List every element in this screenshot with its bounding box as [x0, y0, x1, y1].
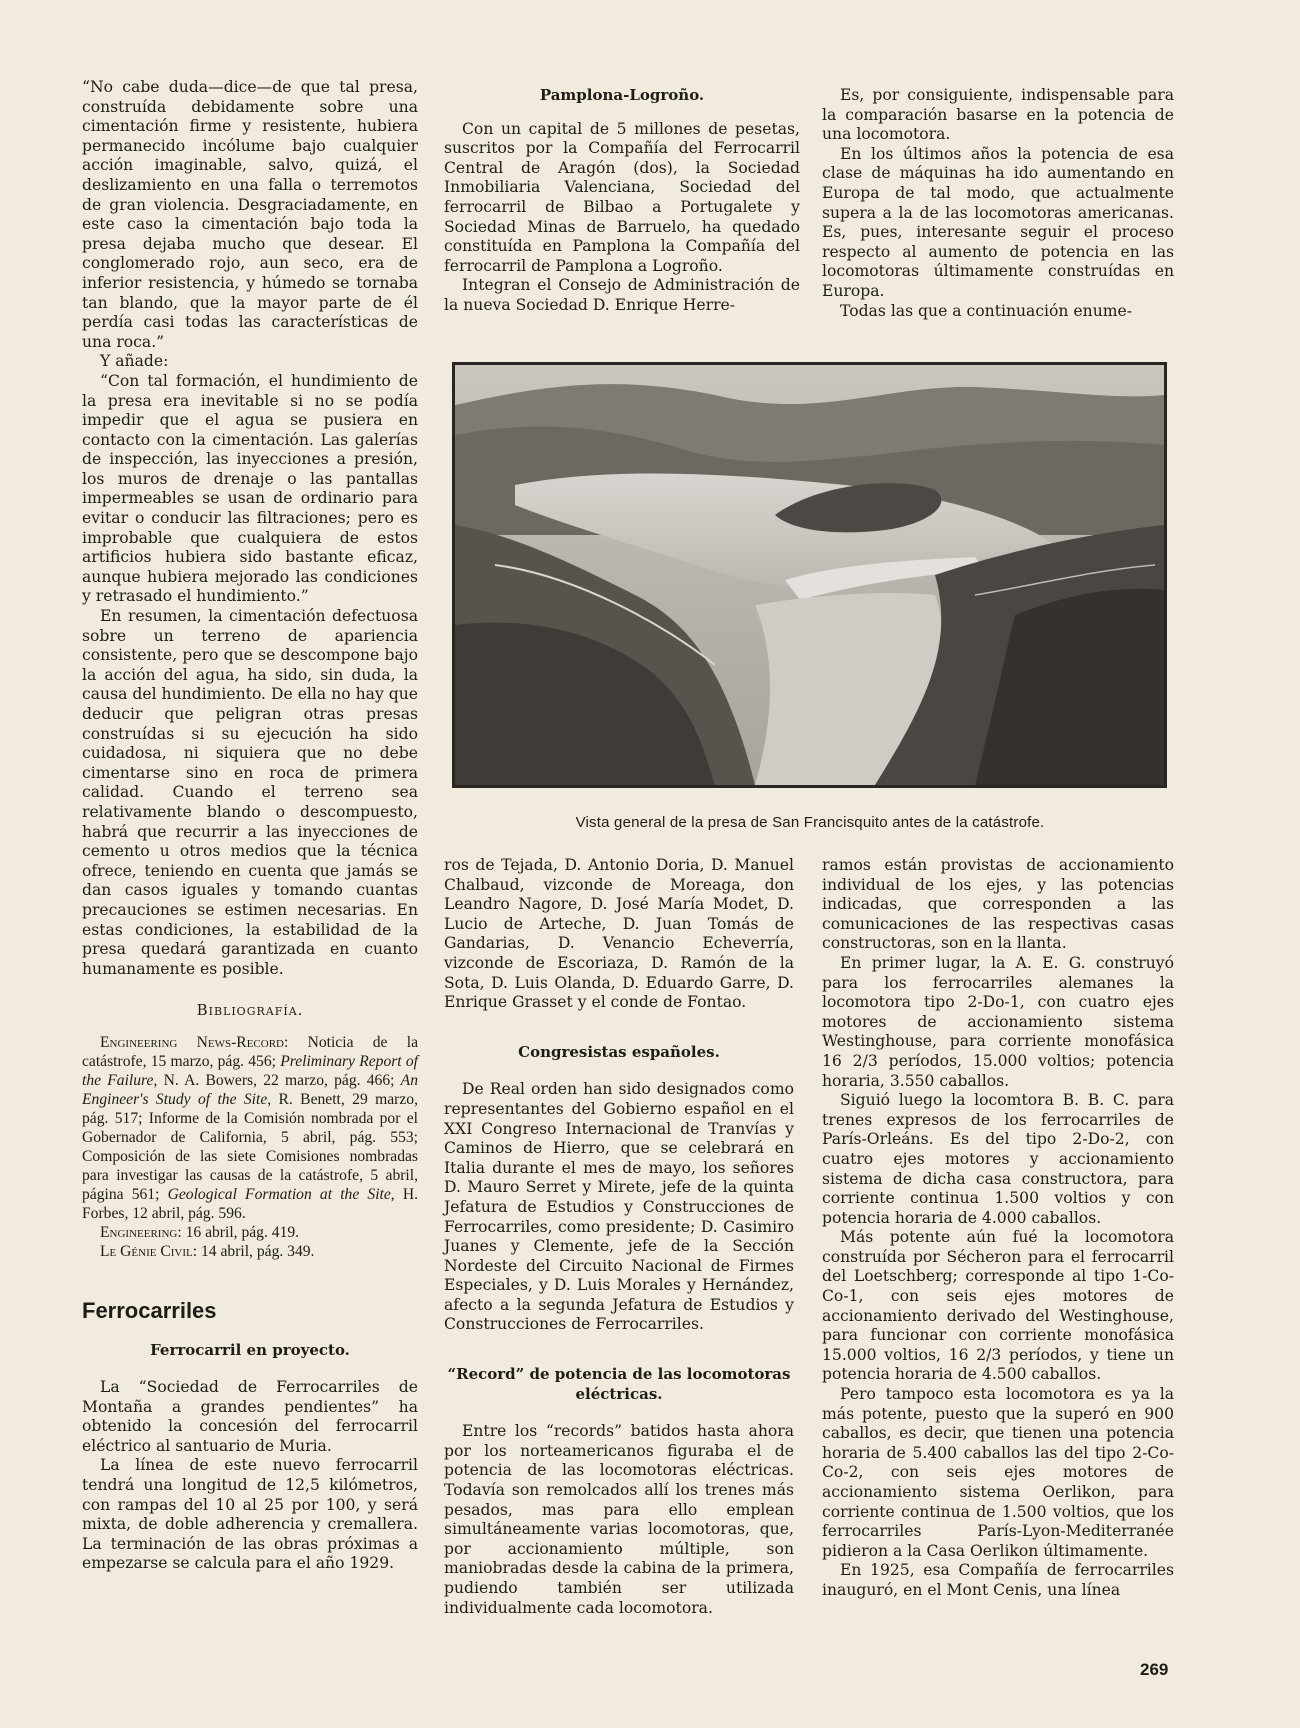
dam-photograph: [452, 362, 1167, 788]
paragraph: Y añade:: [100, 352, 169, 371]
column-right-top: [822, 86, 1174, 321]
paragraph: Más potente aún fué la locomotora construída por Sécheron para el ferrocarril del Loetschberg; corresponde al tipo 1-Co-Co-1, con seis ejes motores de accionamiento derivado del Westinghouse, para funcionar con corriente monofásica 15.000 voltios, 16 2/3 períodos, y tiene un potencia horaria de 4.500 caballos.: [822, 1228, 1174, 1384]
page-number: 269: [1140, 1660, 1169, 1679]
paragraph: ramos están provistas de accionamiento individual de los ejes, y las potencias indicadas, que corresponden a las comunicaciones de las respectivas casas constructoras, son en la llanta.: [822, 856, 1174, 953]
paragraph: “No cabe duda—dice—de que tal presa, construída debidamente sobre una cimentación firme y resistente, hubiera permanecido incólume bajo cualquier acción imaginable, salvo, quizá, el deslizamiento en una falla o terremotos de gran violencia. Desgraciadamente, en este caso la cimentación bajo toda la presa dejaba mucho que desear. El conglomerado rojo, aun seco, era de inferior resistencia, y húmedo se tornaba tan blando, que la mayor parte de él perdía casi todas las características de una roca.”: [82, 78, 418, 351]
bib-title-italic: Preliminary Report of the Failure: [82, 1052, 418, 1089]
paragraph: Entre los “records” batidos hasta ahora por los norteamericanos figuraba el de potencia de las locomotoras eléctricas. Todavía son remolcados allí los trenes más pesados, mas para ello emplean simultáneamente varias locomotoras, que, por accionamiento múltiple, son maniobradas desde la cabina de la primera, pudiendo también ser utilizada individualmente cada locomotora.: [444, 1422, 794, 1617]
photo-caption: Vista general de la presa de San Francisquito antes de la catástrofe.: [575, 814, 1045, 831]
bib-text: , R. Benett, 29 marzo, pág. 517; Informe de la Comisión nombrada por el Gobernador de California, 5 abril, pág. 553; Composición de las siete Comisiones nombradas para investigar las causas de la catástrofe, 5 abril, página 561;: [82, 1090, 418, 1203]
bibliography-title: Bibliografía.: [196, 1001, 304, 1020]
paragraph: En resumen, la cimentación defectuosa sobre un terreno de apariencia consistente, pero que se descompone bajo la acción del agua, ha sido, sin duda, la causa del hundimiento. De ella no hay que deducir que peligran otras presas construídas si su ejecución ha sido cuidadosa, ni siquiera que no debe cimentarse sino en roca de primera calidad. Cuando el terreno sea relativamente blando o descompuesto, habrá que recurrir a las inyecciones de cemento u otros medios que la técnica ofrece, teniendo en cuenta que jamás se dan casos iguales y tomando cuantas precauciones se estimen necesarias. En estas condiciones, la estabilidad de la presa quedará garantizada en cuanto humanamente es posible.: [82, 607, 418, 978]
paragraph: Pero tampoco esta locomotora es ya la más potente, puesto que la superó en 900 caballos, es decir, que tienen una potencia horaria de 5.400 caballos las del tipo 2-Co-Co-2, con seis ejes motores de accionamiento sistema Oerlikon, para corriente continua de 1.500 voltios, que los ferrocarriles París-Lyon-Mediterranée pidieron a la Casa Oerlikon últimamente.: [822, 1385, 1174, 1560]
bib-source: Le Génie Civil: [100, 1242, 193, 1260]
bibliography-entry: [82, 1033, 418, 1223]
paragraph: Integran el Consejo de Administración de la nueva Sociedad D. Enrique Herre-: [444, 276, 800, 314]
paragraph: Todas las que a continuación enume-: [840, 301, 1133, 320]
bib-text: , N. A. Bowers, 22 marzo, pág. 466;: [153, 1071, 401, 1089]
article-block: [444, 1043, 794, 1335]
paragraph: “Con tal formación, el hundimiento de la presa era inevitable si no se podía impedir que el agua se pusiera en contacto con la cimentación. Las galerías de inspección, las inyecciones a presión, los muros de drenaje o las pantallas impermeables se usan de ordinario para evitar o conducir las filtraciones; pero es improbable que cualquiera de estos artificios hubiera sido bastante eficaz, aunque hubiera mejorado las condiciones y retrasado el hundimiento.”: [82, 371, 418, 606]
paragraph: En los últimos años la potencia de esa clase de máquinas ha ido aumentando en Europa de tal modo, que actualmente supera a la de las locomotoras americanas. Es, pues, interesante seguir el proceso respecto al aumento de potencia en las locomotoras últimamente construídas en Europa.: [822, 144, 1174, 300]
landscape-photo-illustration: [455, 365, 1164, 785]
section-heading: Ferrocarriles: [82, 1297, 217, 1323]
bib-text: : Noticia de la catástrofe, 15 marzo, pág. 456;: [82, 1033, 418, 1070]
bib-source: Engineering News-Record: [100, 1033, 284, 1051]
subsection-heading: Ferrocarril en proyecto.: [150, 1340, 350, 1359]
bib-text: : 14 abril, pág. 349.: [192, 1242, 315, 1260]
paragraph: ros de Tejada, D. Antonio Doria, D. Manuel Chalbaud, vizconde de Moreaga, don Leandro Nagore, D. José María Modet, D. Lucio de Arteche, D. Juan Tomás de Gandarias, D. Venancio Echeverría, vizconde de Escoriaza, D. Ramón de la Sota, D. Luis Olanda, D. Eduardo Garre, D. Enrique Grasset y el conde de Fontao.: [444, 856, 794, 1012]
column-right-bottom: [822, 856, 1174, 1601]
bib-title-italic: Geological Formation at the Site: [167, 1185, 391, 1203]
column-left: [82, 78, 418, 1574]
article-heading: Pamplona-Logroño.: [539, 86, 705, 104]
bibliography-entry: [82, 1223, 418, 1242]
paragraph: La “Sociedad de Ferrocarriles de Montaña a grandes pendientes” ha obtenido la concesión del ferrocarril eléctrico al santuario de Muria.: [82, 1378, 418, 1455]
bib-text: , H. Forbes, 12 abril, pág. 596.: [82, 1185, 418, 1222]
column-middle-bottom: [444, 856, 794, 1618]
paragraph: Con un capital de 5 millones de pesetas, suscritos por la Compañía del Ferrocarril Central de Aragón (dos), la Sociedad Inmobiliaria Valenciana, Sociedad del ferrocarril de Bilbao a Portugalete y Sociedad Minas de Barruelo, ha quedado constituída en Pamplona la Compañía del ferrocarril de Pamplona a Logroño.: [444, 119, 800, 275]
article-heading: Congresistas españoles.: [518, 1042, 720, 1061]
column-middle-top: [444, 86, 800, 316]
bib-text: : 16 abril, pág. 419.: [177, 1223, 300, 1241]
bib-title-italic: An Engineer's Study of the Site: [82, 1071, 418, 1108]
paragraph: En 1925, esa Compañía de ferrocarriles inauguró, en el Mont Cenis, una línea: [822, 1561, 1174, 1599]
paragraph: En primer lugar, la A. E. G. construyó para los ferrocarriles alemanes la locomotora tipo 2-Do-1, con cuatro ejes motores de accionamiento sistema Westinghouse, para corriente monofásica 16 2/3 períodos, 15.000 voltios; potencia horaria, 3.550 caballos.: [822, 953, 1174, 1090]
paragraph: Es, por consiguiente, indispensable para la comparación basarse en la potencia de una locomotora.: [822, 86, 1174, 144]
paragraph: Siguió luego la locomtora B. B. C. para trenes expresos de los ferrocarriles de París-Orleáns. Es del tipo 2-Do-2, con cuatro ejes motores y accionamiento sistema de dicha casa constructora, para corriente continua 1.500 voltios y con potencia horaria de 4.000 caballos.: [822, 1091, 1174, 1227]
paragraph: De Real orden han sido designados como representantes del Gobierno español en el XXI Congreso Internacional de Tranvías y Caminos de Hierro, que se celebrará en Italia durante el mes de mayo, los señores D. Mauro Serret y Mirete, jefe de la quinta Jefatura de Estudios y Construcciones de Ferrocarriles, como presidente; D. Casimiro Juanes y Clemente, jefe de la Sección Nordeste del Circuito Nacional de Firmes Especiales, y D. Luis Morales y Hernández, afecto a la segunda Jefatura de Estudios y Construcciones de Ferrocarriles.: [444, 1080, 794, 1334]
bibliography-entry: [82, 1242, 418, 1261]
bib-source: Engineering: [100, 1223, 178, 1241]
article-heading: “Record” de potencia de las locomotoras eléctricas.: [447, 1365, 791, 1403]
paragraph: La línea de este nuevo ferrocarril tendrá una longitud de 12,5 kilómetros, con rampas del 10 al 25 por 100, y será mixta, de doble adherencia y cremallera. La terminación de las obras próximas a empezarse se calcula para el año 1929.: [82, 1456, 418, 1573]
article-block: [444, 1365, 794, 1618]
